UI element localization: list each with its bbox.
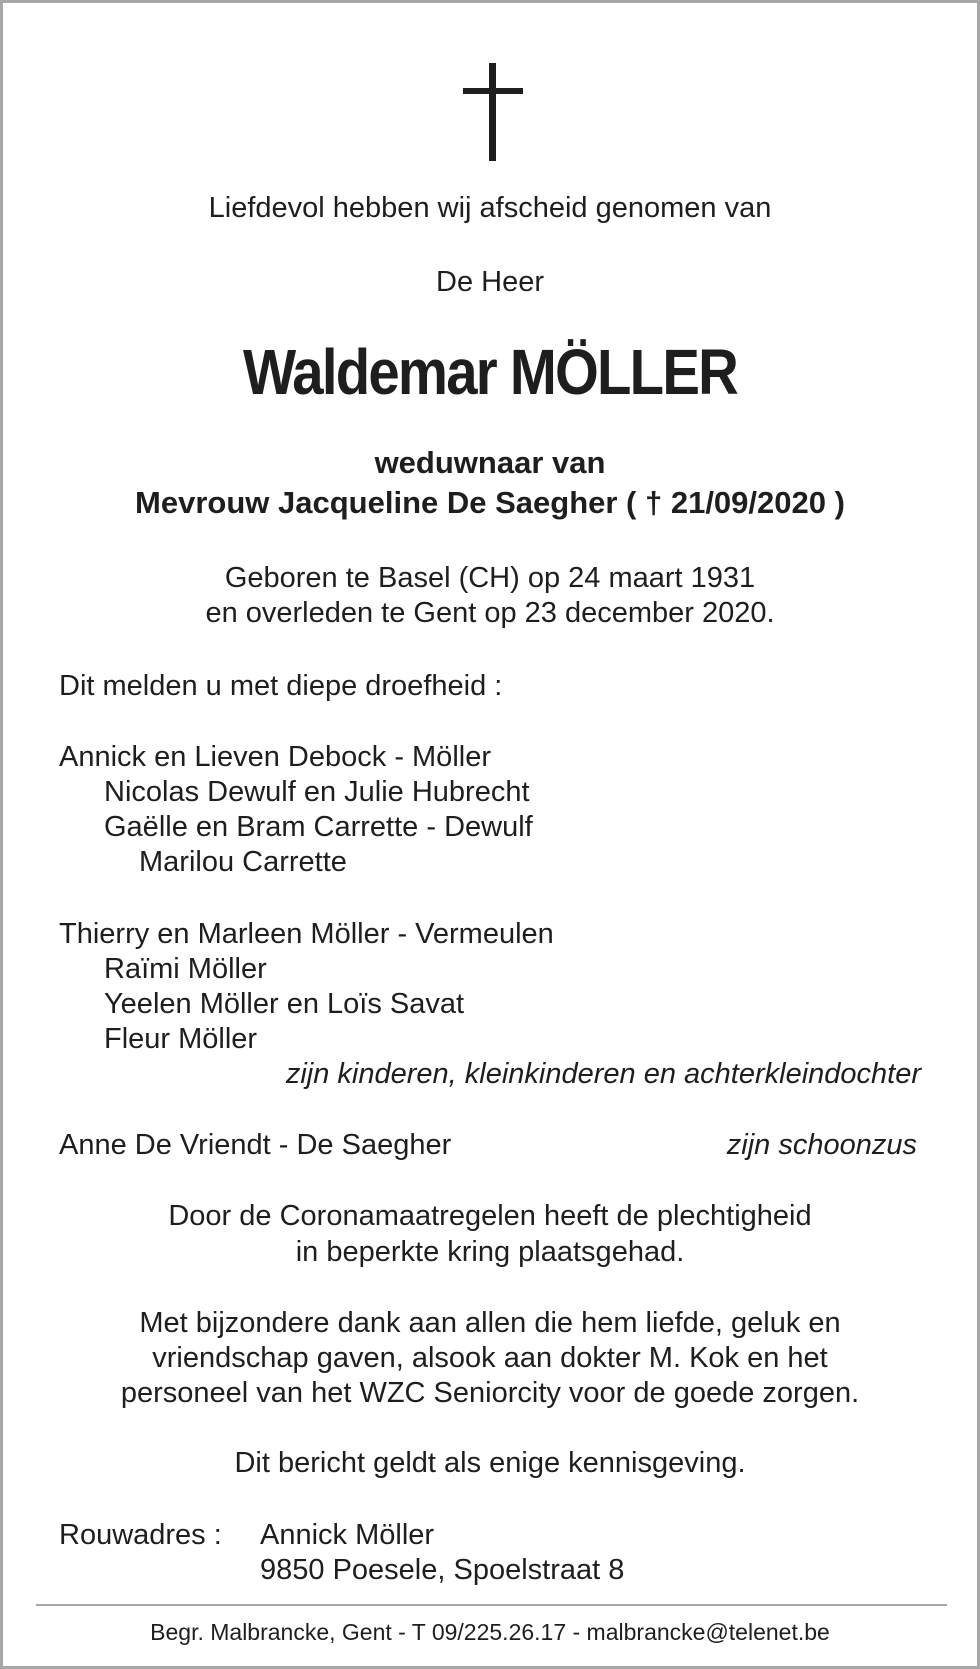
sister-in-law-relation: zijn schoonzus xyxy=(726,1129,917,1161)
family-2-head: Thierry en Marleen Möller - Vermeulen xyxy=(59,918,554,950)
death-line: en overleden te Gent op 23 december 2020. xyxy=(205,597,775,629)
title-prefix: De Heer xyxy=(436,266,544,298)
announcement: Dit melden u met diepe droefheid : xyxy=(59,670,503,702)
footer-text: Begr. Malbrancke, Gent - T 09/225.26.17 - malbrancke@telenet.be xyxy=(150,1619,830,1645)
deceased-name: Waldemar MÖLLER xyxy=(242,336,738,408)
thanks-line: Met bijzondere dank aan allen die hem liefde, geluk en xyxy=(139,1307,841,1339)
family-1-member: Gaëlle en Bram Carrette - Dewulf xyxy=(104,811,533,843)
family-2-member: Fleur Möller xyxy=(104,1023,258,1055)
family-2-member: Yeelen Möller en Loïs Savat xyxy=(104,988,465,1020)
thanks-line: vriendschap gaven, alsook aan dokter M. Kok en het xyxy=(152,1342,828,1374)
cross-icon xyxy=(463,63,523,161)
thanks-line: personeel van het WZC Seniorcity voor de goede zorgen. xyxy=(120,1377,860,1409)
notice: Dit bericht geldt als enige kennisgeving. xyxy=(234,1447,746,1479)
birth-line: Geboren te Basel (CH) op 24 maart 1931 xyxy=(224,562,756,594)
family-2-member: Raïmi Möller xyxy=(104,953,267,985)
intro-text: Liefdevol hebben wij afscheid genomen van xyxy=(208,192,772,224)
sister-in-law-name: Anne De Vriendt - De Saegher xyxy=(59,1129,452,1161)
family-1-subsub: Marilou Carrette xyxy=(139,846,347,878)
family-1-member: Nicolas Dewulf en Julie Hubrecht xyxy=(104,776,530,808)
footer-divider xyxy=(36,1604,947,1606)
spouse-name: Mevrouw Jacqueline De Saegher ( † 21/09/2020 ) xyxy=(135,485,845,520)
mourning-address-street: 9850 Poesele, Spoelstraat 8 xyxy=(260,1554,625,1586)
family-1-head: Annick en Lieven Debock - Möller xyxy=(59,741,491,773)
corona-note-line: in beperkte kring plaatsgehad. xyxy=(295,1236,685,1268)
spouse-relation: weduwnaar van xyxy=(374,445,606,480)
corona-note-line: Door de Coronamaatregelen heeft de plechtigheid xyxy=(168,1200,812,1232)
mourning-address-label: Rouwadres : xyxy=(59,1519,222,1551)
mourning-address-name: Annick Möller xyxy=(260,1519,435,1551)
relation-children: zijn kinderen, kleinkinderen en achterkleindochter xyxy=(285,1058,921,1090)
